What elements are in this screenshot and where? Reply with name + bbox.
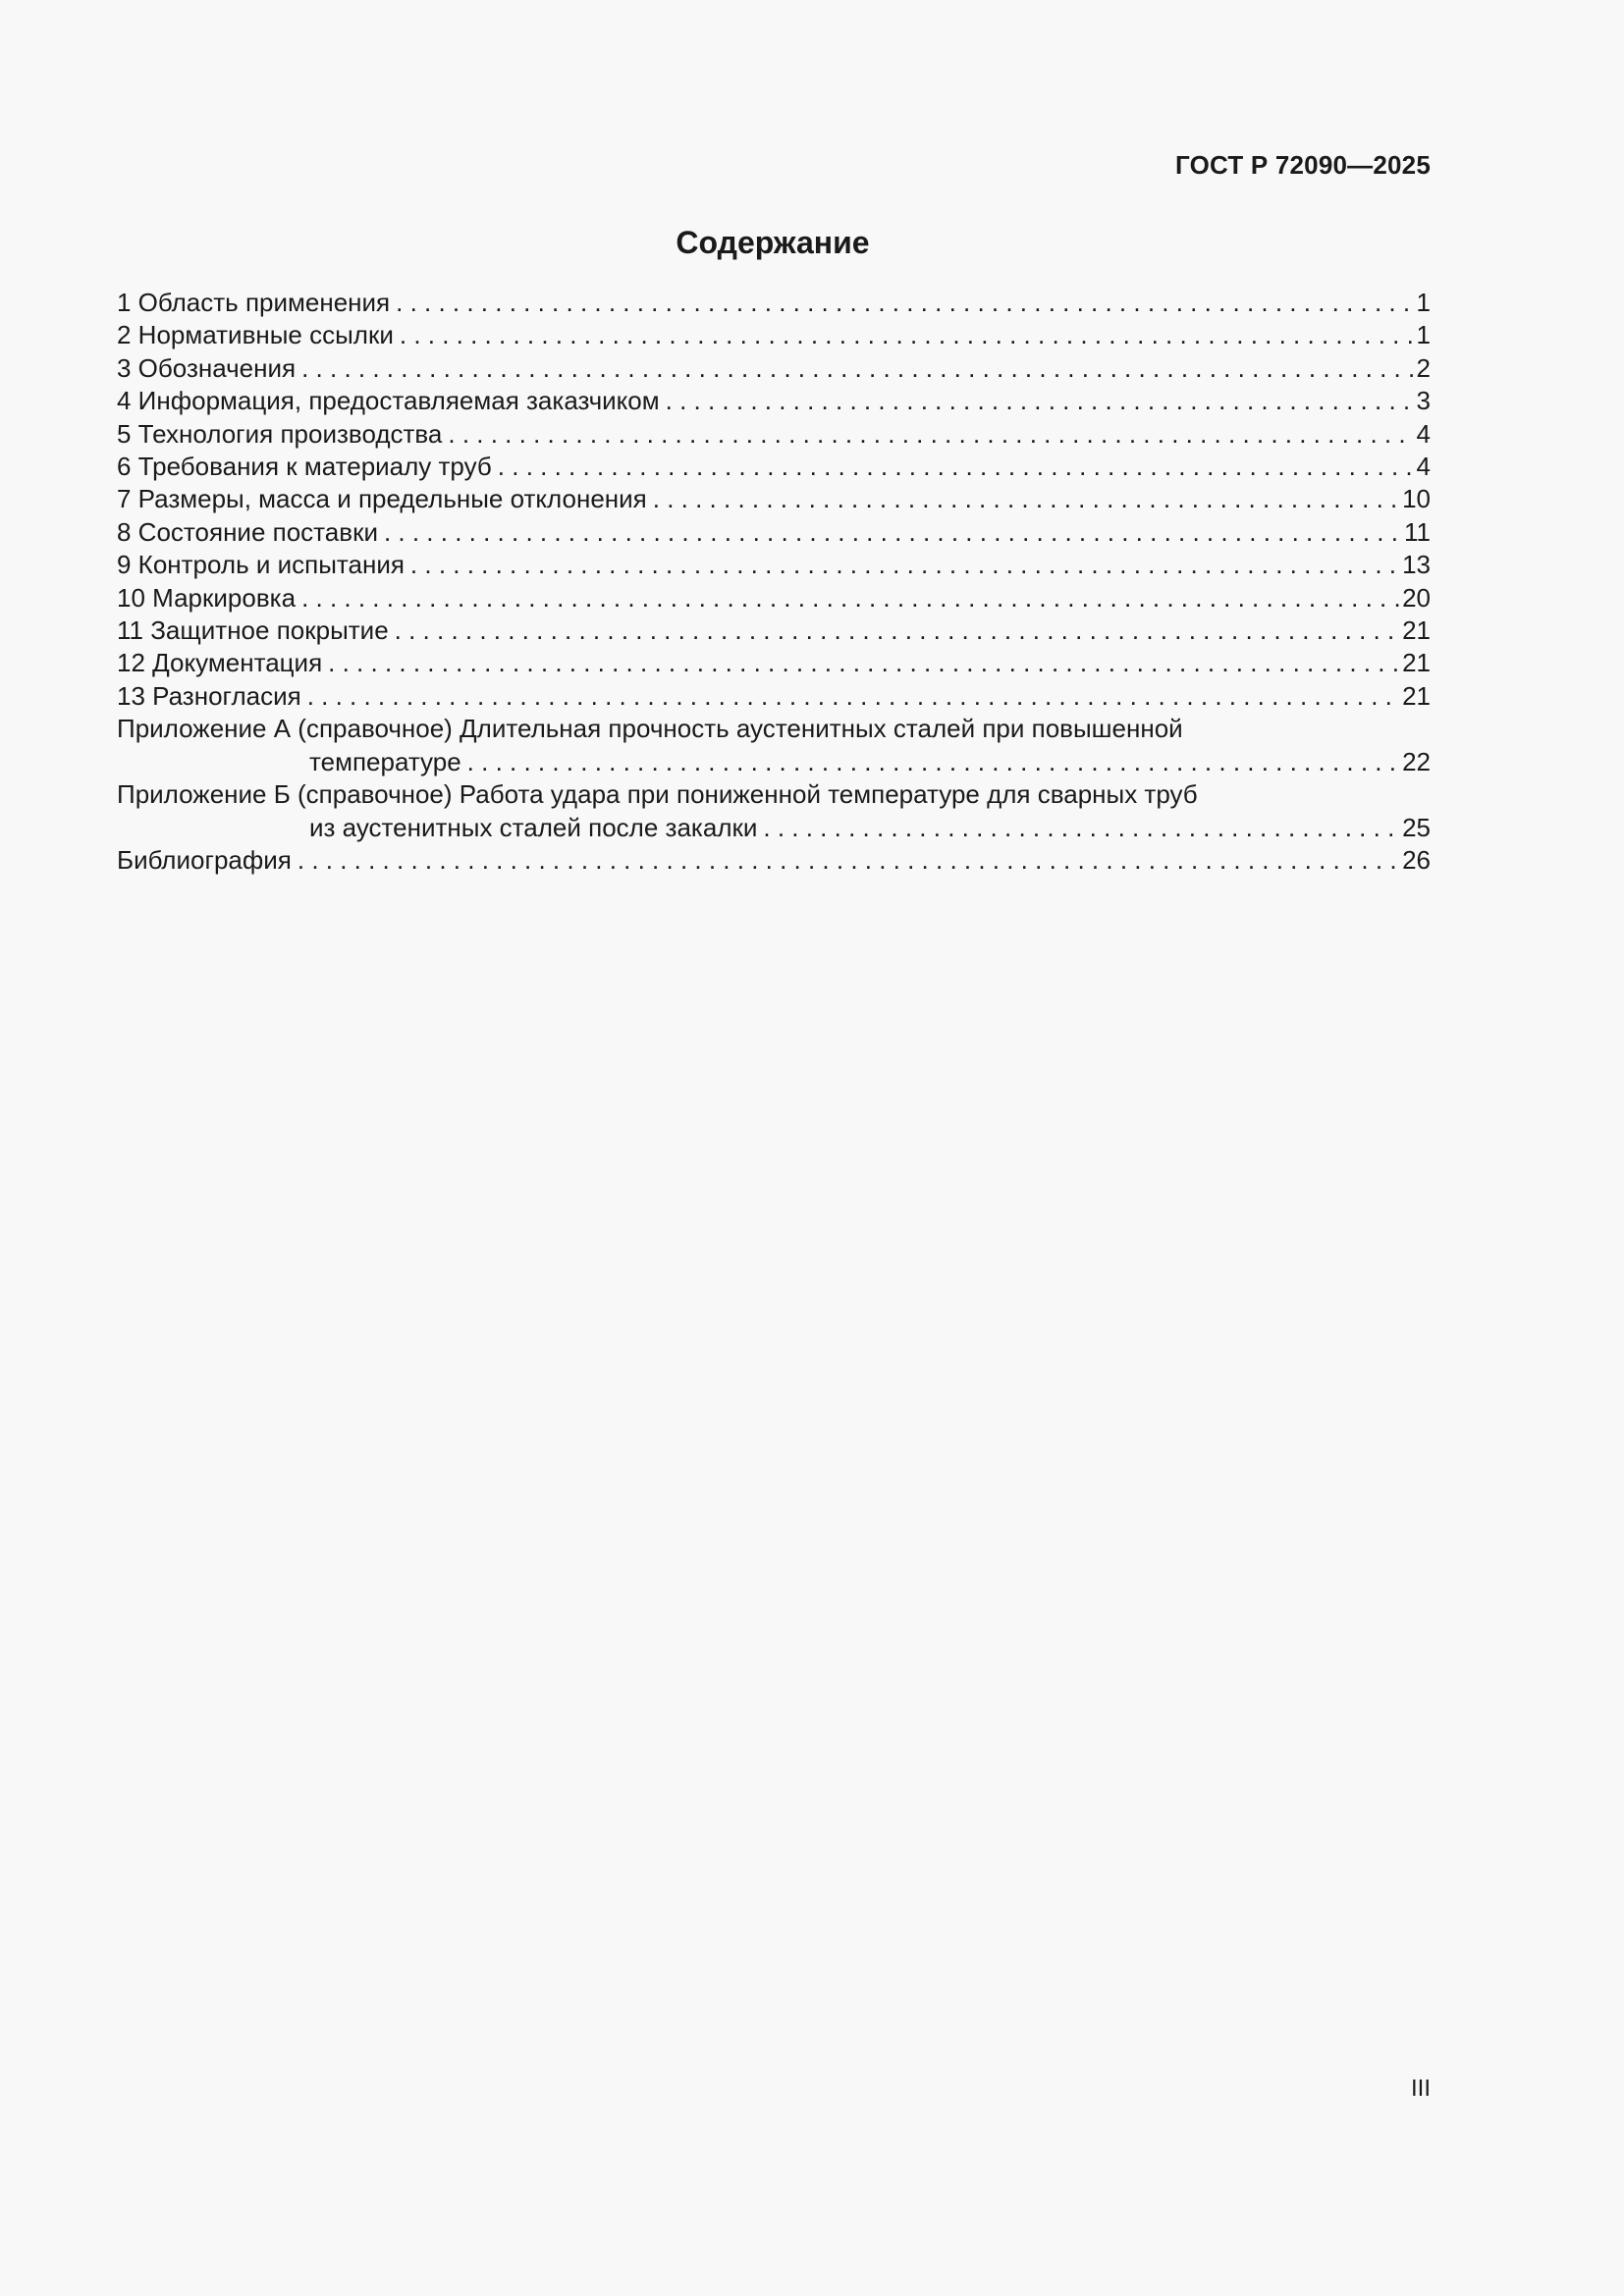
toc-entry-protective-coating[interactable] xyxy=(117,614,1431,647)
toc-entry-label: 11 Защитное покрытие xyxy=(117,615,389,646)
toc-entry-bibliography[interactable] xyxy=(117,844,1431,877)
toc-entry-label: 4 Информация, предоставляемая заказчиком xyxy=(117,386,660,416)
toc-entry-page: 25 xyxy=(1402,812,1431,842)
toc-entry-inspection-testing[interactable] xyxy=(117,549,1431,581)
toc-entry-label: 5 Технология производства xyxy=(117,418,443,449)
toc-entry-production-technology[interactable] xyxy=(117,418,1431,451)
toc-entry-page: 1 xyxy=(1416,288,1431,317)
toc-entry-page: 4 xyxy=(1416,418,1431,449)
toc-entry-label: 7 Размеры, масса и предельные отклонения xyxy=(117,484,647,514)
toc-entry-page: 21 xyxy=(1402,615,1431,646)
toc-leader-dots xyxy=(298,844,1400,877)
toc-entry-appendix-b[interactable] xyxy=(117,778,1431,844)
toc-entry-label: 2 Нормативные ссылки xyxy=(117,320,394,350)
toc-leader-dots xyxy=(328,647,1400,679)
toc-title: Содержание xyxy=(676,225,870,260)
toc-entry-page: 20 xyxy=(1402,582,1431,613)
toc-entry-label: Приложение Б (справочное) Работа удара при пониженной температуре для сварных труб xyxy=(117,779,1198,810)
toc-leader-dots xyxy=(400,319,1415,351)
toc-leader-dots xyxy=(498,451,1415,483)
toc-leader-dots xyxy=(396,287,1414,319)
toc-entry-label: 1 Область применения xyxy=(117,288,391,317)
toc-entry-material-requirements[interactable] xyxy=(117,451,1431,483)
toc-entry-page: 26 xyxy=(1402,844,1431,875)
table-of-contents xyxy=(117,287,1431,877)
toc-entry-page: 22 xyxy=(1402,746,1431,776)
toc-entry-page: 21 xyxy=(1402,680,1431,711)
page-number: III xyxy=(1410,2075,1431,2102)
toc-entry-label: Библиография xyxy=(117,844,292,875)
toc-entry-normative-references[interactable] xyxy=(117,319,1431,351)
toc-entry-page: 1 xyxy=(1416,320,1431,350)
toc-leader-dots xyxy=(448,418,1414,451)
toc-leader-dots xyxy=(307,680,1400,713)
toc-entry-customer-information[interactable] xyxy=(117,385,1431,417)
toc-leader-dots xyxy=(467,746,1400,778)
toc-entry-delivery-condition[interactable] xyxy=(117,516,1431,549)
toc-entry-dimensions[interactable] xyxy=(117,483,1431,515)
toc-entry-marking[interactable] xyxy=(117,582,1431,614)
toc-entry-appendix-a[interactable] xyxy=(117,713,1431,778)
toc-entry-page: 11 xyxy=(1404,516,1431,547)
toc-entry-label: 9 Контроль и испытания xyxy=(117,550,405,580)
toc-entry-page: 21 xyxy=(1402,648,1431,678)
toc-entry-label: 8 Состояние поставки xyxy=(117,516,378,547)
toc-entry-label: 6 Требования к материалу труб xyxy=(117,452,492,482)
toc-entry-page: 3 xyxy=(1416,386,1431,416)
toc-leader-dots xyxy=(653,483,1400,515)
toc-entry-label-continued: из аустенитных сталей после закалки xyxy=(309,812,758,842)
toc-entry-label: 13 Разногласия xyxy=(117,680,301,711)
document-code: ГОСТ Р 72090—2025 xyxy=(1175,150,1431,180)
toc-entry-page: 10 xyxy=(1402,484,1431,514)
toc-entry-label: Приложение А (справочное) Длительная прочность аустенитных сталей при повышенной xyxy=(117,714,1183,744)
toc-entry-page: 13 xyxy=(1402,550,1431,580)
toc-leader-dots xyxy=(301,352,1414,385)
toc-entry-label: 10 Маркировка xyxy=(117,582,297,613)
toc-leader-dots xyxy=(666,385,1415,417)
toc-leader-dots xyxy=(395,614,1400,647)
toc-leader-dots xyxy=(763,812,1400,844)
toc-entry-label: 3 Обозначения xyxy=(117,352,297,383)
toc-entry-page: 2 xyxy=(1416,352,1431,383)
toc-entry-label: 12 Документация xyxy=(117,648,323,678)
toc-leader-dots xyxy=(301,582,1400,614)
toc-entry-scope[interactable] xyxy=(117,287,1431,319)
toc-entry-page: 4 xyxy=(1416,452,1431,482)
toc-entry-documentation[interactable] xyxy=(117,647,1431,679)
toc-leader-dots xyxy=(384,516,1402,549)
toc-entry-symbols[interactable] xyxy=(117,352,1431,385)
toc-entry-disagreements[interactable] xyxy=(117,680,1431,713)
toc-leader-dots xyxy=(410,549,1400,581)
toc-entry-label-continued: температуре xyxy=(309,746,461,776)
